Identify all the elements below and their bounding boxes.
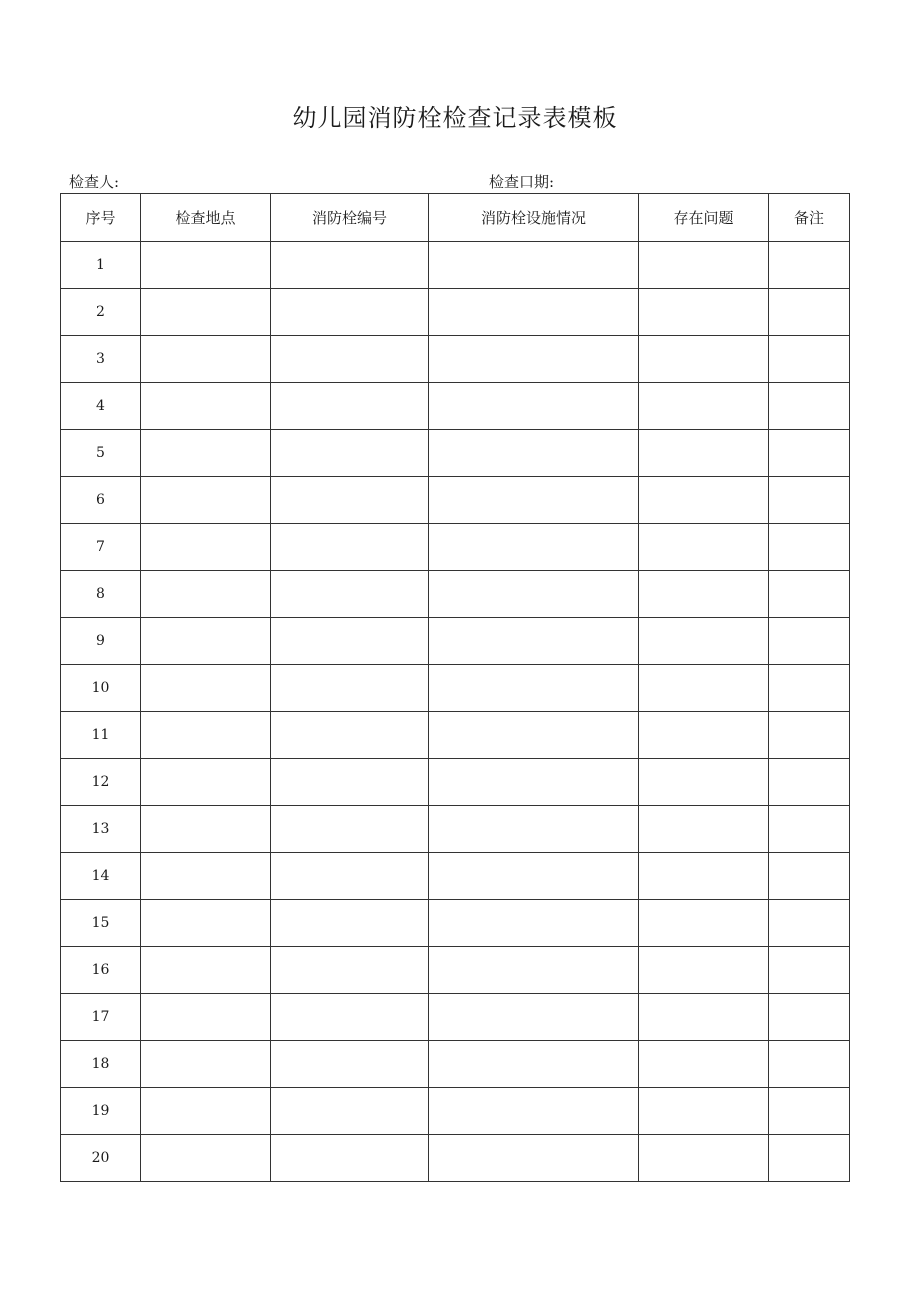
row-number: 3 [61,336,141,383]
table-header-row [61,194,850,242]
row-number: 1 [61,242,141,289]
header-hydrant-condition: 消防栓设施情况 [429,194,639,242]
row-number: 2 [61,289,141,336]
table-row [61,759,850,806]
location-cell[interactable] [141,1088,271,1135]
hydrant-condition-cell[interactable] [429,665,639,712]
table-row [61,1041,850,1088]
header-serial-number: 序号 [61,194,141,242]
table-row [61,571,850,618]
hydrant-condition-cell[interactable] [429,289,639,336]
remarks-cell[interactable] [769,289,850,336]
location-cell[interactable] [141,994,271,1041]
hydrant-condition-cell[interactable] [429,759,639,806]
row-number: 18 [61,1041,141,1088]
inspector-label: 检查人: [69,173,120,191]
document-title: 幼儿园消防栓检查记录表模板 [292,104,618,132]
row-number: 15 [61,900,141,947]
table-row [61,524,850,571]
remarks-cell[interactable] [769,524,850,571]
hydrant-number-cell[interactable] [271,759,429,806]
hydrant-number-cell[interactable] [271,618,429,665]
row-number: 14 [61,853,141,900]
row-number: 7 [61,524,141,571]
location-cell[interactable] [141,336,271,383]
hydrant-number-cell[interactable] [271,947,429,994]
hydrant-number-cell[interactable] [271,477,429,524]
remarks-cell[interactable] [769,665,850,712]
remarks-cell[interactable] [769,477,850,524]
row-number: 4 [61,383,141,430]
table-body [61,242,850,1182]
row-number: 9 [61,618,141,665]
hydrant-condition-cell[interactable] [429,994,639,1041]
remarks-cell[interactable] [769,853,850,900]
hydrant-number-cell[interactable] [271,994,429,1041]
remarks-cell[interactable] [769,900,850,947]
hydrant-number-cell[interactable] [271,806,429,853]
issues-cell[interactable] [639,618,769,665]
hydrant-condition-cell[interactable] [429,336,639,383]
issues-cell[interactable] [639,665,769,712]
remarks-cell[interactable] [769,336,850,383]
remarks-cell[interactable] [769,571,850,618]
row-number: 17 [61,994,141,1041]
hydrant-number-cell[interactable] [271,430,429,477]
hydrant-condition-cell[interactable] [429,900,639,947]
issues-cell[interactable] [639,242,769,289]
issues-cell[interactable] [639,430,769,477]
issues-cell[interactable] [639,289,769,336]
hydrant-condition-cell[interactable] [429,524,639,571]
hydrant-condition-cell[interactable] [429,477,639,524]
location-cell[interactable] [141,1041,271,1088]
table-row [61,806,850,853]
hydrant-number-cell[interactable] [271,383,429,430]
row-number: 19 [61,1088,141,1135]
hydrant-number-cell[interactable] [271,571,429,618]
row-number: 6 [61,477,141,524]
issues-cell[interactable] [639,994,769,1041]
hydrant-condition-cell[interactable] [429,1135,639,1182]
header-location: 检查地点 [141,194,271,242]
issues-cell[interactable] [639,759,769,806]
hydrant-condition-cell[interactable] [429,618,639,665]
hydrant-condition-cell[interactable] [429,853,639,900]
hydrant-condition-cell[interactable] [429,712,639,759]
table-row [61,712,850,759]
hydrant-number-cell[interactable] [271,712,429,759]
location-cell[interactable] [141,477,271,524]
hydrant-condition-cell[interactable] [429,383,639,430]
row-number: 13 [61,806,141,853]
location-cell[interactable] [141,242,271,289]
remarks-cell[interactable] [769,806,850,853]
hydrant-condition-cell[interactable] [429,947,639,994]
hydrant-number-cell[interactable] [271,242,429,289]
remarks-cell[interactable] [769,383,850,430]
issues-cell[interactable] [639,900,769,947]
issues-cell[interactable] [639,1088,769,1135]
location-cell[interactable] [141,383,271,430]
location-cell[interactable] [141,524,271,571]
table-row [61,900,850,947]
hydrant-condition-cell[interactable] [429,806,639,853]
remarks-cell[interactable] [769,1088,850,1135]
hydrant-number-cell[interactable] [271,665,429,712]
location-cell[interactable] [141,853,271,900]
remarks-cell[interactable] [769,947,850,994]
row-number: 20 [61,1135,141,1182]
table-row [61,383,850,430]
table-row [61,1135,850,1182]
location-cell[interactable] [141,289,271,336]
location-cell[interactable] [141,806,271,853]
inspection-date-label: 检查口期: [489,173,555,191]
table-row [61,618,850,665]
remarks-cell[interactable] [769,430,850,477]
hydrant-condition-cell[interactable] [429,571,639,618]
issues-cell[interactable] [639,947,769,994]
issues-cell[interactable] [639,853,769,900]
row-number: 11 [61,712,141,759]
hydrant-number-cell[interactable] [271,900,429,947]
hydrant-number-cell[interactable] [271,1088,429,1135]
issues-cell[interactable] [639,477,769,524]
issues-cell[interactable] [639,336,769,383]
table-row [61,853,850,900]
issues-cell[interactable] [639,1041,769,1088]
remarks-cell[interactable] [769,759,850,806]
issues-cell[interactable] [639,712,769,759]
hydrant-condition-cell[interactable] [429,1088,639,1135]
location-cell[interactable] [141,712,271,759]
header-remarks: 备注 [769,194,850,242]
table-row [61,477,850,524]
remarks-cell[interactable] [769,1135,850,1182]
hydrant-number-cell[interactable] [271,1041,429,1088]
table-row [61,242,850,289]
location-cell[interactable] [141,571,271,618]
row-number: 5 [61,430,141,477]
header-hydrant-number: 消防栓编号 [271,194,429,242]
issues-cell[interactable] [639,571,769,618]
location-cell[interactable] [141,900,271,947]
table-row [61,994,850,1041]
issues-cell[interactable] [639,806,769,853]
remarks-cell[interactable] [769,242,850,289]
location-cell[interactable] [141,430,271,477]
remarks-cell[interactable] [769,1041,850,1088]
hydrant-number-cell[interactable] [271,336,429,383]
table-row [61,289,850,336]
table-row [61,336,850,383]
location-cell[interactable] [141,1135,271,1182]
hydrant-number-cell[interactable] [271,524,429,571]
remarks-cell[interactable] [769,712,850,759]
location-cell[interactable] [141,947,271,994]
row-number: 16 [61,947,141,994]
row-number: 10 [61,665,141,712]
table-row [61,1088,850,1135]
hydrant-number-cell[interactable] [271,289,429,336]
location-cell[interactable] [141,618,271,665]
hydrant-number-cell[interactable] [271,853,429,900]
hydrant-condition-cell[interactable] [429,1041,639,1088]
issues-cell[interactable] [639,383,769,430]
table-row [61,665,850,712]
hydrant-condition-cell[interactable] [429,242,639,289]
table-row [61,430,850,477]
issues-cell[interactable] [639,524,769,571]
table-row [61,947,850,994]
row-number: 8 [61,571,141,618]
location-cell[interactable] [141,665,271,712]
hydrant-number-cell[interactable] [271,1135,429,1182]
remarks-cell[interactable] [769,994,850,1041]
location-cell[interactable] [141,759,271,806]
hydrant-condition-cell[interactable] [429,430,639,477]
header-issues: 存在问题 [639,194,769,242]
row-number: 12 [61,759,141,806]
remarks-cell[interactable] [769,618,850,665]
issues-cell[interactable] [639,1135,769,1182]
inspection-table [60,193,850,1182]
